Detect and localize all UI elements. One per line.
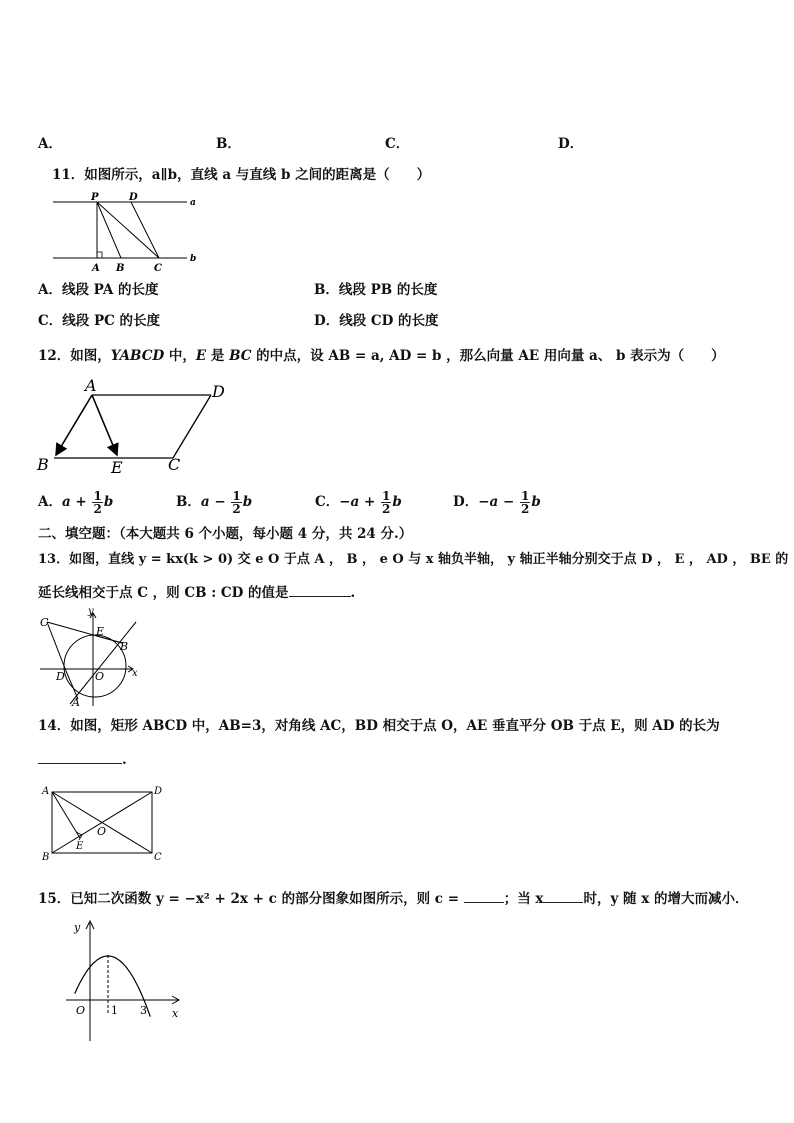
q12-label-b: B xyxy=(37,455,49,474)
q15-label-y: y xyxy=(74,921,81,934)
q12-stem-part: 是 xyxy=(206,348,230,364)
q13-label-o: O xyxy=(95,670,105,683)
q11-label-d: D xyxy=(129,192,138,203)
q14-label-e: E xyxy=(76,841,84,852)
q13-label-a: A xyxy=(72,696,80,708)
q14-label-o: O xyxy=(97,825,107,838)
q12-stem xyxy=(38,348,725,364)
q14-line2-end: . xyxy=(122,752,127,768)
q13-label-b: B xyxy=(120,640,129,653)
q13-line2-text: 延长线相交于点 C ，则 CB : CD 的值是 xyxy=(38,585,289,601)
frac-den: 2 xyxy=(521,502,530,516)
q15-part1: 15．已知二次函数 y = −x² + 2x + c 的部分图象如图所示，则 c = xyxy=(38,891,464,907)
q14-line1: 14．如图，矩形 ABCD 中，AB=3，对角线 AC，BD 相交于点 O，AE 垂直平分 OB 于点 E，则 AD 的长为 xyxy=(38,718,720,734)
q13-label-c: C xyxy=(40,616,49,629)
q15-label-o: O xyxy=(76,1004,86,1017)
q12-label-d: D xyxy=(212,382,225,401)
q13-answer-blank xyxy=(289,584,351,597)
q14-label-a: A xyxy=(42,786,50,797)
q12-option-b xyxy=(176,490,252,515)
q11-option-a: A．线段 PA 的长度 xyxy=(38,282,159,298)
q12-stem-part: 中， xyxy=(164,348,196,364)
q12-option-d xyxy=(453,490,541,515)
q12-option-label: C． xyxy=(315,494,340,510)
q14-figure xyxy=(36,782,171,864)
q11-stem: 11．如图所示，a∥b，直线 a 与直线 b 之间的距离是（ ） xyxy=(52,167,431,183)
q14-label-d: D xyxy=(154,786,163,797)
q11-label-c: C xyxy=(154,263,162,274)
q12-label-c: C xyxy=(168,455,181,474)
q15-part3: 时，y 随 x 的增大而减小． xyxy=(583,891,749,907)
q11-label-b-line: b xyxy=(190,254,197,264)
q11-option-c: C．线段 PC 的长度 xyxy=(38,313,161,329)
q11-label-a: A xyxy=(92,263,100,274)
section-heading: 二、填空题：（本大题共 6 个小题，每小题 4 分，共 24 分.） xyxy=(38,526,413,542)
frac-den: 2 xyxy=(93,502,102,516)
q13-line2 xyxy=(38,584,355,601)
q12-option-var: b xyxy=(531,494,541,510)
q12-figure xyxy=(33,375,233,475)
q11-label-p: P xyxy=(91,192,99,203)
prev-option-d: D． xyxy=(558,136,584,152)
q14-label-c: C xyxy=(154,852,162,863)
q12-option-var: b xyxy=(103,494,114,510)
prev-option-a: A． xyxy=(38,136,62,152)
q12-option-c xyxy=(315,490,402,515)
q12-stem-part: 12．如图， xyxy=(38,348,111,364)
q12-option-expr: −a − xyxy=(478,494,519,510)
q15-blank-x xyxy=(543,890,583,903)
q12-label-e: E xyxy=(111,458,123,475)
q15-label-1: 1 xyxy=(111,1004,118,1017)
q12-option-a xyxy=(38,490,113,515)
q13-label-x: x xyxy=(132,668,138,679)
q12-stem-part: Y xyxy=(110,348,120,364)
q11-option-d: D．线段 CD 的长度 xyxy=(314,313,439,329)
frac-num: 1 xyxy=(382,489,391,503)
q13-label-e: E xyxy=(96,625,105,638)
q11-figure xyxy=(45,190,205,275)
q12-option-expr: a − xyxy=(200,494,231,510)
q11-label-b: B xyxy=(116,263,125,274)
q14-answer-blank xyxy=(38,751,122,764)
q15-figure xyxy=(60,915,190,1045)
frac-num: 1 xyxy=(521,489,530,503)
frac-den: 2 xyxy=(232,502,241,516)
q15-part2: ；当 x xyxy=(503,891,544,907)
q13-line2-end: . xyxy=(350,585,356,601)
frac-num: 1 xyxy=(93,489,102,503)
q12-stem-part: BC xyxy=(229,348,252,364)
q12-option-var: b xyxy=(242,494,253,510)
q12-option-label: B． xyxy=(176,494,201,510)
q12-option-expr: a + xyxy=(61,494,92,510)
q12-stem-part: E xyxy=(195,348,207,364)
q14-line2 xyxy=(38,751,127,768)
q12-option-expr: −a + xyxy=(339,494,381,510)
q14-label-b: B xyxy=(42,852,50,863)
frac-num: 1 xyxy=(232,489,241,503)
prev-option-c: C． xyxy=(385,136,410,152)
q12-stem-part: 的中点，设 AB = a, AD = b ，那么向量 AE 用向量 a、 b 表示为（ ） xyxy=(251,348,725,364)
q15-blank-c xyxy=(464,890,504,903)
q12-option-var: b xyxy=(392,494,402,510)
frac-den: 2 xyxy=(382,502,391,516)
q13-figure xyxy=(36,606,146,708)
prev-option-b: B． xyxy=(216,136,241,152)
q15-label-3: 3 xyxy=(140,1004,147,1017)
q13-label-y: y xyxy=(88,606,94,617)
q15-label-x: x xyxy=(172,1007,179,1020)
q12-label-a: A xyxy=(85,376,97,395)
q11-option-b: B．线段 PB 的长度 xyxy=(314,282,438,298)
q12-stem-part: ABCD xyxy=(119,348,165,364)
q15-stem xyxy=(38,890,748,907)
q12-option-label: D． xyxy=(453,494,479,510)
q13-line1: 13．如图，直线 y = kx(k > 0) 交 e O 于点 A ， B ， e O 与 x 轴负半轴， y 轴正半轴分别交于点 D ， E ， AD ， BE 的 xyxy=(38,552,789,567)
q13-label-d: D xyxy=(56,670,65,683)
q12-option-label: A． xyxy=(38,494,62,510)
q11-label-a-line: a xyxy=(190,198,196,208)
